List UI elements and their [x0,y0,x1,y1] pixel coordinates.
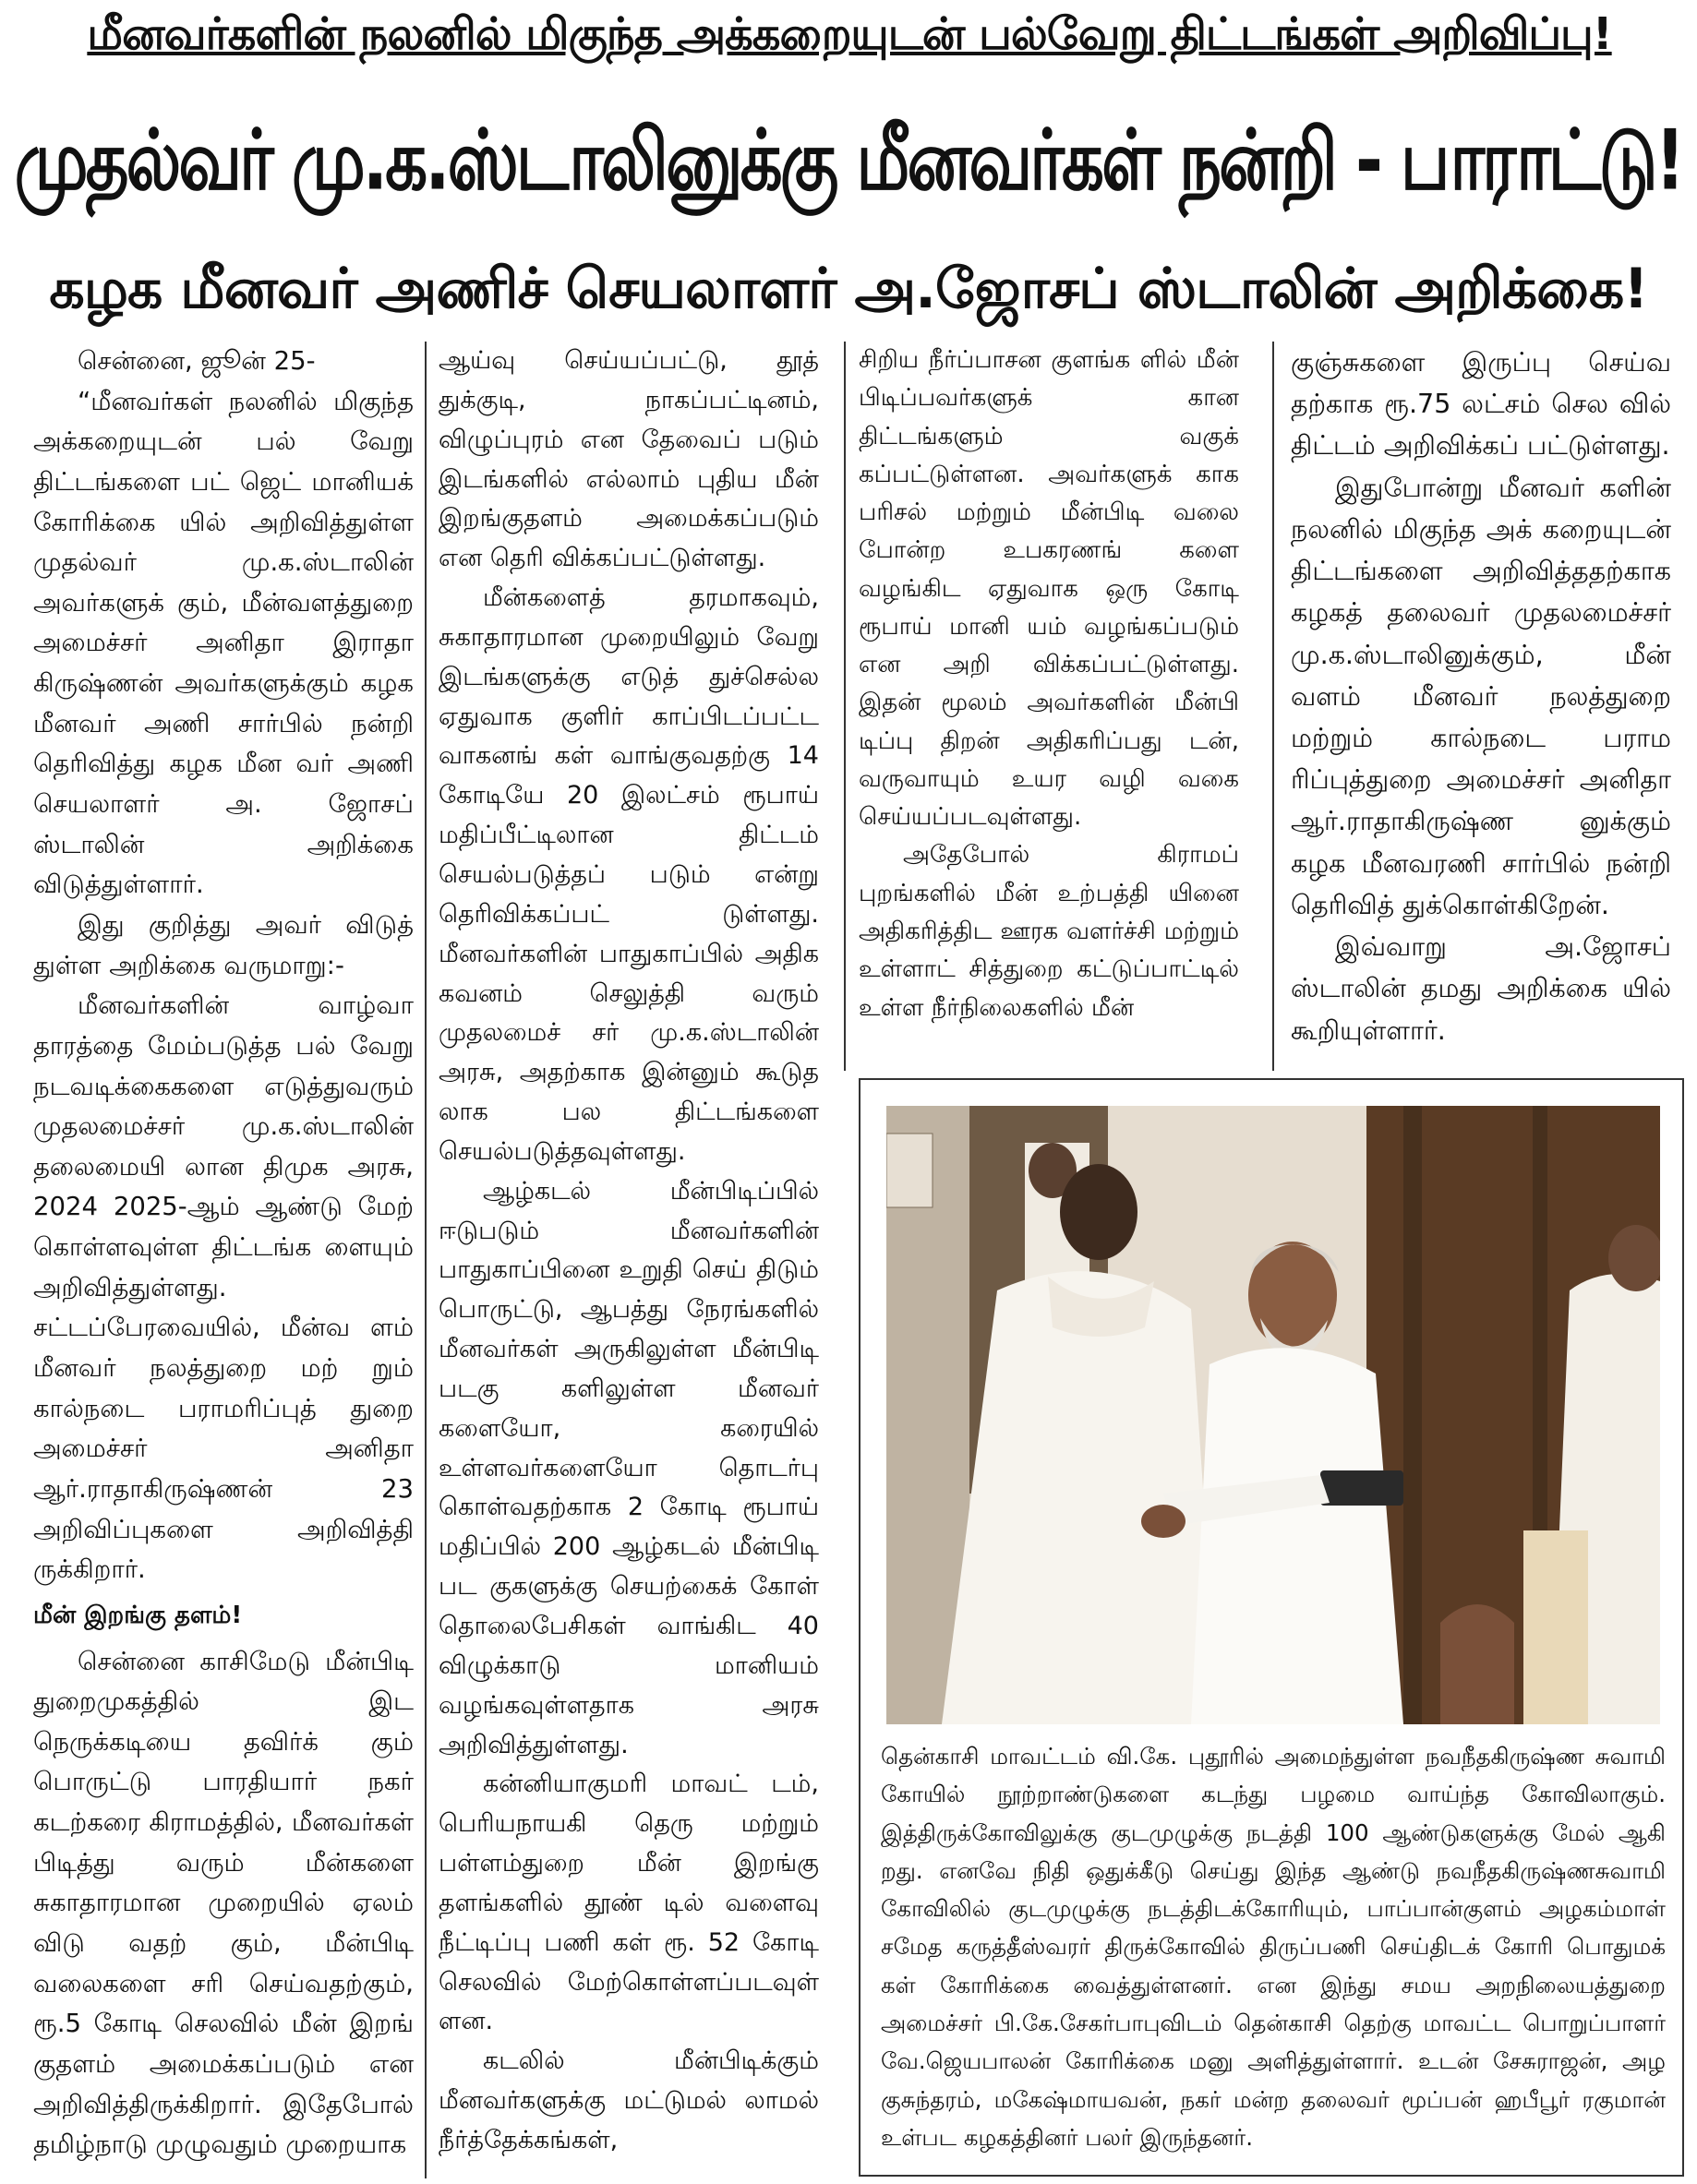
article-column-3 [859,342,1239,1062]
caption-text: தென்காசி மாவட்டம் வி.கே. புதூரில் அமைந்துள்ள நவநீதகிருஷ்ண சுவாமி கோயில் நூற்றாண்டுகளை கடந்து பழமை வாய்ந்த கோவிலாகும். இத்திருக்கோவிலுக்கு குடமுழுக்கு நடத்தி 100 ஆண்டுகளுக்கு மேல் ஆகி றது. எனவே நிதி ஒதுக்கீடு செய்து இந்த ஆண்டு நவநீதகிருஷ்ணசுவாமி கோவிலில் குடமுழுக்கு நடத்திடக்கோரியும், பாப்பான்குளம் அழகம்மாள் சமேத கருத்தீஸ்வரர் திருக்கோவில் திருப்பணி செய்திடக் கோரி பொதுமக் கள் கோரிக்கை வைத்துள்ளனர். என இந்து சமய அறநிலையத்துறை அமைச்சர் பி.கே.சேகர்பாபுவிடம் தென்காசி தெற்கு மாவட்ட பொறுப்பாளர் வே.ஜெயபாலன் கோரிக்கை மனு அளித்துள்ளார். உடன் சேசுராஜன், அழ குசுந்தரம், மகேஷ்மாயவன், நகர் மன்ற தலைவர் மூப்பன் ஹபீபூர் ரகுமான் உள்பட கழகத்தினர் பலர் இருந்தனர். [881,1743,1666,2151]
main-headline: முதல்வர் மு.க.ஸ்டாலினுக்கு மீனவர்கள் நன்றி - பாராட்டு! [14,111,1683,209]
paragraph: ஆய்வு செய்யப்பட்டு, தூத் துக்குடி, நாகப்பட்டினம், விழுப்புரம் என தேவைப் படும் இடங்களில் எல்லாம் புதிய மீன் இறங்குதளம் அமைக்கப்படும் என தெரி விக்கப்பட்டுள்ளது. [439,346,819,573]
article-column-2 [439,342,819,2183]
paragraph: இதுபோன்று மீனவர் களின் நலனில் மிகுந்த அக் கறையுடன் திட்டங்களை அறிவித்ததற்காக கழகத் தலைவர் முதலமைச்சர் மு.க.ஸ்டாலினுக்கும், மீன் வளம் மீனவர் நலத்துறை மற்றும் கால்நடை பராம ரிப்புத்துறை அமைச்சர் அனிதா ஆர்.ராதாகிருஷ்ண னுக்கும் கழக மீனவரணி சார்பில் நன்றி தெரிவித் துக்கொள்கிறேன். [1291,472,1671,920]
dateline: சென்னை, ஜூன் 25- [78,346,316,376]
paragraph: இது குறித்து அவர் விடுத் துள்ள அறிக்கை வருமாறு:- [33,909,414,980]
sub-headline: கழக மீனவர் அணிச் செயலாளர் அ.ஜோசப் ஸ்டாலின் அறிக்கை! [49,257,1648,321]
paragraph: மீன்களைத் தரமாகவும், சுகாதாரமான முறையிலும் வேறு இடங்களுக்கு எடுத் துச்செல்ல ஏதுவாக குளிர் காப்பிடப்பட்ட வாகனங் கள் வாங்குவதற்கு 14 கோடியே 20 இலட்சம் ரூபாய் மதிப்பீட்டிலான திட்டம் செயல்படுத்தப் படும் என்று தெரிவிக்கப்பட் டுள்ளது. மீனவர்களின் பாதுகாப்பில் அதிக கவனம் செலுத்தி வரும் முதலமைச் சர் மு.க.ஸ்டாலின் அரசு, அதற்காக இன்னும் கூடுத லாக பல திட்டங்களை செயல்படுத்தவுள்ளது. [439,583,819,1166]
photo-caption [881,1737,1666,2156]
paragraph: ஆழ்கடல் மீன்பிடிப்பில் ஈடுபடும் மீனவர்களின் பாதுகாப்பினை உறுதி செய் திடும் பொருட்டு, ஆபத்து நேரங்களில் மீனவர்கள் அருகிலுள்ள மீன்பிடி படகு களிலுள்ள மீனவர் களையோ, கரையில் உள்ளவர்களையோ தொடர்பு கொள்வதற்காக 2 கோடி ரூபாய் மதிப்பில் 200 ஆழ்கடல் மீன்பிடி பட குகளுக்கு செயற்கைக் கோள் தொலைபேசிகள் வாங்கிட 40 விழுக்காடு மானியம் வழங்கவுள்ளதாக அரசு அறிவித்துள்ளது. [439,1176,819,1759]
paragraph: மீனவர்களின் வாழ்வா தாரத்தை மேம்படுத்த பல் வேறு நடவடிக்கைகளை எடுத்துவரும் முதலமைச்சர் மு.க.ஸ்டாலின் தலைமையி லான திமுக அரசு, 2024 2025-ஆம் ஆண்டு மேற் கொள்ளவுள்ள திட்டங்க ளையும் அறிவித்துள்ளது. சட்டப்பேரவையில், மீன்வ ளம் மீனவர் நலத்துறை மற் றும் கால்நடை பராமரிப்புத் துறை அமைச்சர் அனிதா ஆர்.ராதாகிருஷ்ணன் 23 அறிவிப்புகளை அறிவித்தி ருக்கிறார். [33,990,414,1585]
paragraph: கன்னியாகுமரி மாவட் டம், பெரியநாயகி தெரு மற்றும் பள்ளம்துறை மீன் இறங்கு தளங்களில் தூண் டில் வளைவு நீட்டிப்பு பணி கள் ரூ. 52 கோடி செலவில் மேற்கொள்ளப்படவுள் ளன. [439,1770,819,2036]
paragraph: இவ்வாறு அ.ஜோசப் ஸ்டாலின் தமது அறிக்கை யில் கூறியுள்ளார். [1291,931,1671,1046]
news-photo [886,1106,1660,1724]
paragraph: கடலில் மீன்பிடிக்கும் மீனவர்களுக்கு மட்டுமல் லாமல் நீர்த்தேக்கங்கள், [439,2046,819,2154]
column-rule [425,342,427,2178]
photo-illustration [886,1106,1660,1724]
photo-box [859,1078,1684,2177]
paragraph: சென்னை காசிமேடு மீன்பிடி துறைமுகத்தில் இட நெருக்கடியை தவிர்க் கும் பொருட்டு பாரதியார் நகர் கடற்கரை கிராமத்தில், மீனவர்கள் பிடித்து வரும் மீன்களை சுகாதாரமான முறையில் ஏலம் விடு வதற் கும், மீன்பிடி வலைகளை சரி செய்வதற்கும், ரூ.5 கோடி செலவில் மீன் இறங் குதளம் அமைக்கப்படும் என அறிவித்திருக்கிறார். இதேபோல் தமிழ்நாடு முழுவதும் முறையாக [33,1646,414,2160]
paragraph: சிறிய நீர்ப்பாசன குளங்க ளில் மீன் பிடிப்பவர்களுக் கான திட்டங்களும் வகுக் கப்பட்டுள்ளன. அவர்களுக் காக பரிசல் மற்றும் மீன்பிடி வலை போன்ற உபகரணங் களை வழங்கிட ஏதுவாக ஒரு கோடி ரூபாய் மானி யம் வழங்கப்படும் என அறி விக்கப்பட்டுள்ளது. இதன் மூலம் அவர்களின் மீன்பி டிப்பு திறன் அதிகரிப்பது டன், வருவாயும் உயர வழி வகை செய்யப்படவுள்ளது. [859,346,1239,832]
article-column-4 [1291,342,1671,1062]
column-rule [844,342,846,1071]
kicker-headline: மீனவர்களின் நலனில் மிகுந்த அக்கறையுடன் பல்வேறு திட்டங்கள் அறிவிப்பு! [87,8,1612,60]
article-column-1 [33,342,414,2183]
section-subheading: மீன் இறங்கு தளம்! [33,1601,243,1629]
paragraph: குஞ்சுகளை இருப்பு செய்வ தற்காக ரூ.75 லட்சம் செல வில் திட்டம் அறிவிக்கப் பட்டுள்ளது. [1291,347,1671,462]
paragraph: அதேபோல் கிராமப் புறங்களில் மீன் உற்பத்தி யினை அதிகரித்திட ஊரக வளர்ச்சி மற்றும் உள்ளாட் சித்துறை கட்டுப்பாட்டில் உள்ள நீர்நிலைகளில் மீன் [859,841,1239,1022]
column-rule [1272,342,1274,1071]
paragraph: “மீனவர்கள் நலனில் மிகுந்த அக்கறையுடன் பல் வேறு திட்டங்களை பட் ஜெட் மானியக் கோரிக்கை யில் அறிவித்துள்ள முதல்வர் மு.க.ஸ்டாலின் அவர்களுக் கும், மீன்வளத்துறை அமைச்சர் அனிதா இராதா கிருஷ்ணன் அவர்களுக்கும் கழக மீனவர் அணி சார்பில் நன்றி தெரிவித்து கழக மீன வர் அணி செயலாளர் அ. ஜோசப் ஸ்டாலின் அறிக்கை விடுத்துள்ளார். [33,386,414,900]
